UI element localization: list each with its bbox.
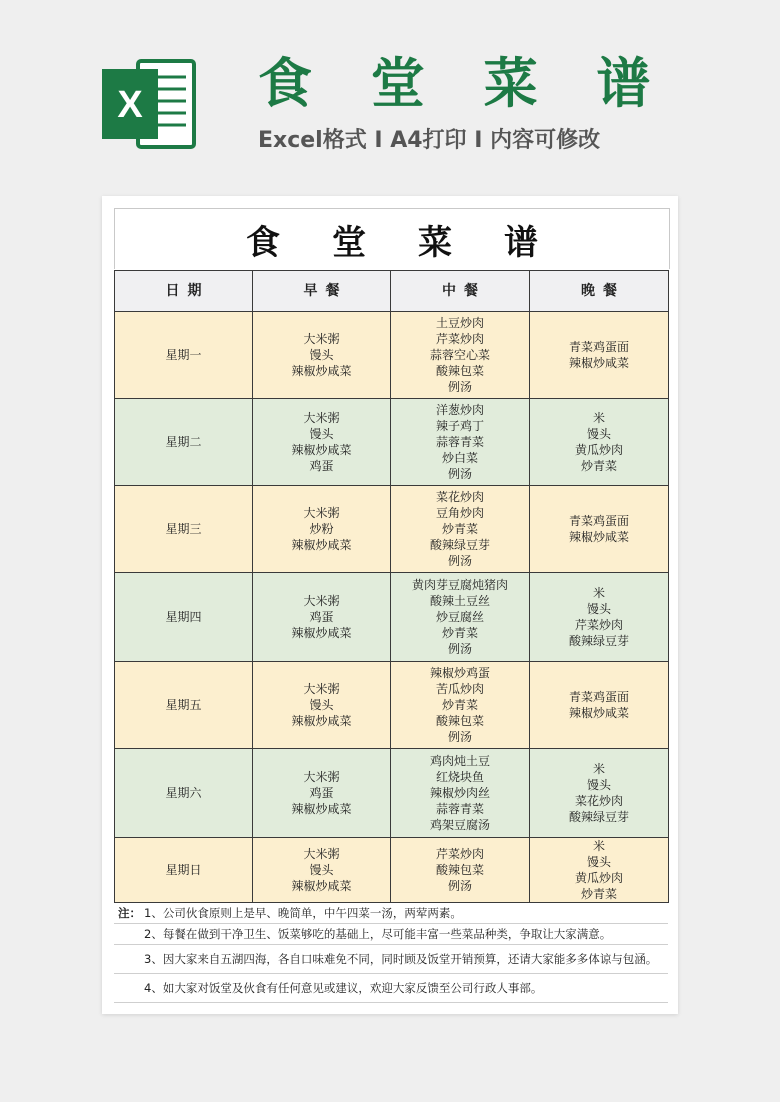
dish-item: 辣椒炒肉丝 — [429, 786, 490, 800]
breakfast-cell — [253, 749, 391, 838]
lunch-cell — [391, 662, 530, 749]
breakfast-cell — [253, 662, 391, 749]
menu-table — [114, 270, 669, 903]
dish-item: 菜花炒肉 — [574, 794, 623, 808]
dish-item: 辣椒炒咸菜 — [568, 356, 629, 370]
dish-item: 米 — [592, 411, 605, 425]
dish-item: 青菜鸡蛋面 — [568, 690, 629, 704]
header-row — [115, 271, 669, 312]
table-row — [115, 486, 669, 573]
dish-item: 酸辣包菜 — [435, 714, 484, 728]
dinner-cell — [530, 662, 669, 749]
dish-item: 例汤 — [447, 642, 472, 656]
dish-item: 芹菜炒肉 — [435, 847, 484, 861]
dish-item: 苦瓜炒肉 — [435, 682, 484, 696]
dish-item: 辣椒炒咸菜 — [291, 879, 352, 893]
day-cell: 星期日 — [115, 838, 253, 903]
dish-item: 辣椒炒咸菜 — [291, 714, 352, 728]
day-cell: 星期五 — [115, 662, 253, 749]
dish-item: 酸辣包菜 — [435, 863, 484, 877]
dish-item: 米 — [592, 586, 605, 600]
dish-item: 黄肉芽豆腐炖猪肉 — [411, 578, 508, 592]
svg-text:X: X — [117, 84, 143, 126]
day-cell: 星期六 — [115, 749, 253, 838]
day-cell: 星期一 — [115, 312, 253, 399]
notes-section — [114, 903, 668, 1003]
dish-item: 炒青菜 — [580, 459, 617, 473]
dish-item: 辣椒炒咸菜 — [291, 538, 352, 552]
note-item — [114, 903, 668, 924]
day-cell: 星期二 — [115, 399, 253, 486]
dish-item: 酸辣绿豆芽 — [429, 538, 490, 552]
table-row — [115, 838, 669, 903]
table-row — [115, 399, 669, 486]
menu-body — [115, 312, 669, 903]
dish-item: 土豆炒肉 — [435, 316, 484, 330]
dish-item: 馒头 — [586, 778, 611, 792]
dish-item: 大米粥 — [303, 847, 340, 861]
dish-item: 大米粥 — [303, 506, 340, 520]
dish-item: 炒青菜 — [441, 522, 478, 536]
excel-logo-icon — [100, 55, 200, 153]
lunch-cell — [391, 312, 530, 399]
dish-item: 大米粥 — [303, 594, 340, 608]
day-cell: 星期三 — [115, 486, 253, 573]
table-row — [115, 662, 669, 749]
dinner-cell — [530, 312, 669, 399]
lunch-cell — [391, 486, 530, 573]
table-row — [115, 312, 669, 399]
dish-item: 酸辣土豆丝 — [429, 594, 490, 608]
dish-item: 炒豆腐丝 — [435, 610, 484, 624]
dinner-cell — [530, 749, 669, 838]
dish-item: 例汤 — [447, 879, 472, 893]
dinner-cell — [530, 838, 669, 903]
note-text: 2、每餐在做到干净卫生、饭菜够吃的基础上，尽可能丰富一些菜品种类，争取让大家满意。 — [144, 927, 612, 941]
dish-item: 洋葱炒肉 — [435, 403, 484, 417]
dish-item: 蒜蓉空心菜 — [429, 348, 490, 362]
dish-item: 大米粥 — [303, 332, 340, 346]
day-cell: 星期四 — [115, 573, 253, 662]
breakfast-cell — [253, 399, 391, 486]
dish-item: 辣椒炒咸菜 — [291, 364, 352, 378]
dish-item: 红烧块鱼 — [435, 770, 484, 784]
col-header-breakfast: 早餐 — [253, 271, 391, 312]
dish-item: 黄瓜炒肉 — [574, 443, 623, 457]
dish-item: 酸辣包菜 — [435, 364, 484, 378]
notes-label: 注： — [118, 906, 141, 920]
breakfast-cell — [253, 838, 391, 903]
dish-item: 例汤 — [447, 467, 472, 481]
sheet-title: 食堂菜谱 — [114, 208, 670, 269]
dish-item: 鸡蛋 — [309, 459, 334, 473]
dish-item: 馒头 — [586, 855, 611, 869]
dish-item: 米 — [592, 839, 605, 853]
dish-item: 蒜蓉青菜 — [435, 435, 484, 449]
dinner-cell — [530, 573, 669, 662]
dish-item: 鸡蛋 — [309, 610, 334, 624]
dish-item: 例汤 — [447, 730, 472, 744]
dish-item: 大米粥 — [303, 682, 340, 696]
note-text: 4、如大家对饭堂及伙食有任何意见或建议，欢迎大家反馈至公司行政人事部。 — [144, 981, 543, 995]
lunch-cell — [391, 749, 530, 838]
col-header-lunch: 中餐 — [391, 271, 530, 312]
dish-item: 辣椒炒咸菜 — [291, 443, 352, 457]
col-header-date: 日期 — [115, 271, 253, 312]
dish-item: 酸辣绿豆芽 — [568, 634, 629, 648]
dish-item: 酸辣绿豆芽 — [568, 810, 629, 824]
dish-item: 馒头 — [309, 863, 334, 877]
dish-item: 辣椒炒咸菜 — [291, 626, 352, 640]
menu-sheet — [102, 196, 678, 1014]
dish-item: 馒头 — [309, 348, 334, 362]
lunch-cell — [391, 399, 530, 486]
dish-item: 鸡架豆腐汤 — [429, 818, 490, 832]
dish-item: 辣子鸡丁 — [435, 419, 484, 433]
dish-item: 馒头 — [309, 427, 334, 441]
dish-item: 豆角炒肉 — [435, 506, 484, 520]
dish-item: 鸡肉炖土豆 — [429, 754, 490, 768]
page-subtitle: Excel格式 I A4打印 I 内容可修改 — [258, 128, 601, 153]
dish-item: 大米粥 — [303, 770, 340, 784]
dish-item: 蒜蓉青菜 — [435, 802, 484, 816]
dish-item: 例汤 — [447, 554, 472, 568]
note-item — [114, 974, 668, 1003]
dish-item: 炒青菜 — [580, 887, 617, 901]
table-row — [115, 749, 669, 838]
dish-item: 炒青菜 — [441, 698, 478, 712]
dish-item: 炒粉 — [309, 522, 334, 536]
dish-item: 炒青菜 — [441, 626, 478, 640]
dish-item: 辣椒炒咸菜 — [568, 530, 629, 544]
banner — [0, 0, 780, 195]
note-item — [114, 924, 668, 945]
dish-item: 黄瓜炒肉 — [574, 871, 623, 885]
dish-item: 大米粥 — [303, 411, 340, 425]
dish-item: 辣椒炒鸡蛋 — [429, 666, 490, 680]
breakfast-cell — [253, 486, 391, 573]
dish-item: 辣椒炒咸菜 — [568, 706, 629, 720]
dish-item: 菜花炒肉 — [435, 490, 484, 504]
dinner-cell — [530, 486, 669, 573]
dish-item: 馒头 — [586, 427, 611, 441]
note-text: 3、因大家来自五湖四海，各自口味难免不同，同时顾及饭堂开销预算，还请大家能多多体谅与包涵。 — [144, 952, 658, 966]
note-item — [114, 945, 668, 974]
dish-item: 青菜鸡蛋面 — [568, 514, 629, 528]
breakfast-cell — [253, 312, 391, 399]
dish-item: 青菜鸡蛋面 — [568, 340, 629, 354]
dish-item: 芹菜炒肉 — [574, 618, 623, 632]
lunch-cell — [391, 573, 530, 662]
dish-item: 鸡蛋 — [309, 786, 334, 800]
dish-item: 例汤 — [447, 380, 472, 394]
page-title: 食 堂 菜 谱 — [258, 52, 671, 115]
dish-item: 芹菜炒肉 — [435, 332, 484, 346]
table-row — [115, 573, 669, 662]
lunch-cell — [391, 838, 530, 903]
dish-item: 馒头 — [586, 602, 611, 616]
dish-item: 辣椒炒咸菜 — [291, 802, 352, 816]
breakfast-cell — [253, 573, 391, 662]
dish-item: 米 — [592, 762, 605, 776]
dinner-cell — [530, 399, 669, 486]
col-header-dinner: 晚餐 — [530, 271, 669, 312]
dish-item: 炒白菜 — [441, 451, 478, 465]
note-text: 1、公司伙食原则上是早、晚简单，中午四菜一汤，两荤两素。 — [144, 906, 462, 920]
dish-item: 馒头 — [309, 698, 334, 712]
